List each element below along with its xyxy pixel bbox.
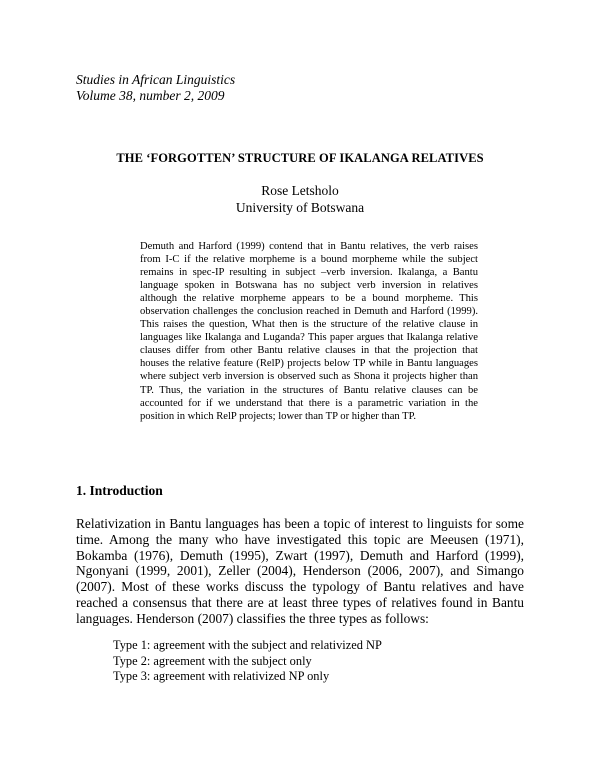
journal-name: Studies in African Linguistics [76,72,236,87]
abstract: Demuth and Harford (1999) contend that in Bantu relatives, the verb raises from I-C if the relative morpheme is a bound morpheme while the subject remains in spec-IP resulting in subject –verb inversion. Ikalanga, a Bantu language spoken in Botswana has no subject verb inversion in relatives although the relative morpheme appears to be a bound morpheme. This observation challenges the conclusion reached in Demuth and Harford (1999). This raises the question, What then is the structure of the relative clause in languages like Ikalanga and Luganda? This paper argues that Ikalanga relative clauses differ from other Bantu relative clauses in that the projection that houses the relative feature (RelP) projects below TP while in Bantu languages where subject verb inversion is observed such as Shona it projects higher than TP. Thus, the variation in the structures of Bantu relative clauses can be accounted for if we understand that there is a parametric variation in the position in which RelP projects; lower than TP or higher than TP. [140,241,478,422]
introduction-paragraph: Relativization in Bantu languages has been a topic of interest to linguists for some time. Among the many who have investigated this topic are Meeusen (1971), Bokamba (1976), Demuth (1995), Zwart (1997), Demuth and Harford (1999), Ngonyani (1999, 2001), Zeller (2004), Henderson (2006, 2007), and Simango (2007). Most of these works discuss the typology of Bantu relatives and have reached a consensus that there are at least three types of relatives found in Bantu languages. Henderson (2007) classifies the three types as follows: [76,516,524,626]
type-2-item: Type 2: agreement with the subject only [113,653,312,668]
author-block [0,182,600,216]
type-3-item: Type 3: agreement with relativized NP only [113,669,330,684]
journal-volume: Volume 38, number 2, 2009 [76,88,225,103]
journal-header [76,72,235,104]
author-name: Rose Letsholo [261,183,339,198]
relative-types-list [113,638,382,685]
section-heading: 1. Introduction [76,483,163,498]
paper-title: THE ‘FORGOTTEN’ STRUCTURE OF IKALANGA RELATIVES [116,151,484,165]
author-affiliation: University of Botswana [235,200,365,215]
type-1-item: Type 1: agreement with the subject and relativized NP [113,638,382,652]
